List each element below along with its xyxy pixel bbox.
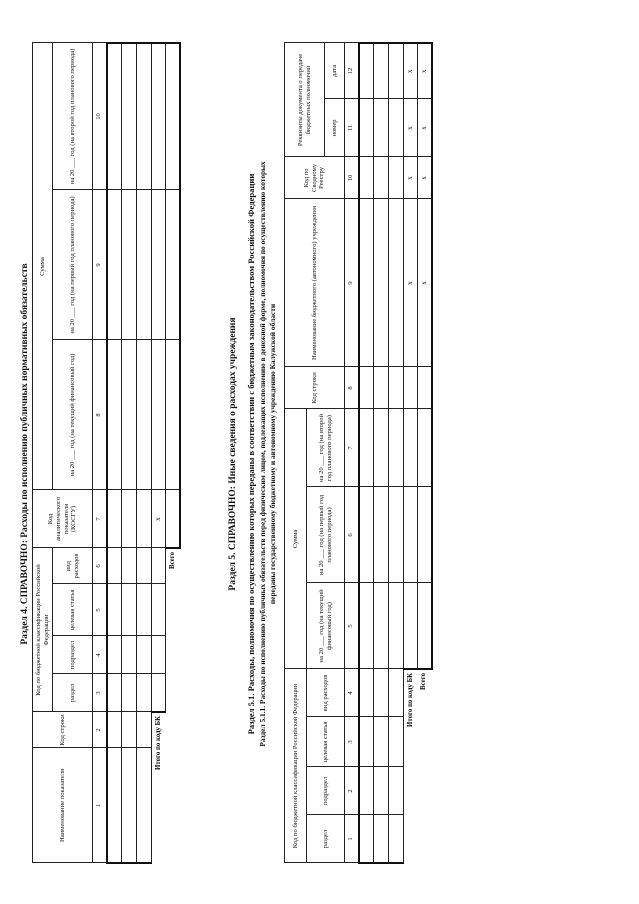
s5-x-mark: x <box>418 43 432 99</box>
s5-header-second-year: на 20 ___ год (на второй год планового периода) <box>307 409 345 487</box>
s4-header-expense-type: вид расходов <box>53 548 93 584</box>
s4-colnum: 3 <box>93 674 107 712</box>
section511-line2: переданы государственному бюджетному и автономному учреждению Калужской области <box>268 303 277 605</box>
s4-x-mark: x <box>152 490 166 548</box>
s5-header-sum: Сумма <box>285 409 307 669</box>
s5-total-by-bk-label: Итого по коду БК <box>406 672 414 727</box>
s5-total-row <box>418 43 432 863</box>
s5-header-target: целевая статья <box>307 717 345 767</box>
section5-title: Раздел 5. СПРАВОЧНО: Иные сведения о расходах учреждения <box>228 317 238 591</box>
s4-colnum: 2 <box>93 712 107 748</box>
section511-line1: Раздел 5.1.1. Расходы по исполнению публичных обязательств перед физическим лицом, подлежащих исполнению в денежной форме, полномочия по осуществлению которых <box>258 161 267 747</box>
s4-total-by-bk-row <box>152 43 166 863</box>
s5-data-row <box>389 43 404 863</box>
s5-colnum: 9 <box>345 199 359 367</box>
s5-colnum: 7 <box>345 409 359 487</box>
s4-colnum: 7 <box>93 490 107 548</box>
s4-header-razdel: раздел <box>53 674 93 712</box>
s5-total-by-bk-row <box>404 43 418 863</box>
s5-header-podrazdel: подраздел <box>307 767 345 815</box>
s5-x-mark: x <box>404 199 418 367</box>
s5-total-label: Всего <box>420 672 428 690</box>
s4-colnum: 8 <box>93 340 107 490</box>
s4-header-podrazdel: подраздел <box>53 636 93 674</box>
s5-colnum: 11 <box>345 99 359 157</box>
s5-x-mark: x <box>404 157 418 199</box>
s5-header-razdel: раздел <box>307 815 345 863</box>
s5-header-bk-code: Код по бюджетной классификации Российской Федерации <box>285 669 307 863</box>
s4-header-second-year: на 20 ___ год (на второй год планового периода) <box>53 43 93 190</box>
s4-header-current-year: на 20 ___ год (на текущий финансовый год) <box>53 340 93 490</box>
s5-colnum: 12 <box>345 43 359 99</box>
section4-title: Раздел 4. СПРАВОЧНО: Расходы по исполнению публичных нормативных обязательств <box>20 263 30 645</box>
s4-total-by-bk-label: Итого по коду БК <box>154 716 162 770</box>
s5-data-row <box>359 43 374 863</box>
s5-header-expense-type: вид расходов <box>307 669 345 717</box>
s5-header-number: номер <box>325 99 345 157</box>
s4-total-row <box>166 43 180 863</box>
s4-colnum: 5 <box>93 584 107 636</box>
s5-colnum: 2 <box>345 767 359 815</box>
s4-header-target: целевая статья <box>53 584 93 636</box>
s5-x-mark: x <box>418 99 432 157</box>
s4-data-row <box>122 43 137 863</box>
s5-header-line-code: Код строки <box>285 367 345 409</box>
s5-header-institution: Наименование бюджетного (автономного) учреждения <box>285 199 345 367</box>
s4-header-bk-code: Код по бюджетной классификации Российской Федерации <box>33 548 53 712</box>
s5-colnum: 4 <box>345 669 359 717</box>
s5-colnum: 6 <box>345 487 359 583</box>
s5-colnum: 10 <box>345 157 359 199</box>
section4-table <box>32 42 181 864</box>
s4-header-line-code: Код строки <box>33 712 93 748</box>
s5-header-registry-code: Код по Сводному Реестру <box>285 157 345 199</box>
s5-colnum: 1 <box>345 815 359 863</box>
s5-colnum: 3 <box>345 717 359 767</box>
s4-data-row <box>107 43 122 863</box>
s4-header-analytic-code: Код аналитического показателя (КОСГУ) <box>33 490 93 548</box>
section5-table <box>284 42 433 864</box>
s4-colnum: 4 <box>93 636 107 674</box>
s5-x-mark: x <box>404 43 418 99</box>
s4-colnum: 1 <box>93 748 107 863</box>
s4-colnum: 6 <box>93 548 107 584</box>
s5-colnum: 8 <box>345 367 359 409</box>
s5-x-mark: x <box>404 99 418 157</box>
s4-data-row <box>137 43 152 863</box>
s5-header-current-year: на 20 ___ год (на текущий финансовый год) <box>307 583 345 669</box>
s4-header-first-year: на 20 ___ год (на первый год планового периода) <box>53 190 93 340</box>
s4-colnum: 10 <box>93 43 107 190</box>
s4-header-sum: Сумма <box>33 43 53 490</box>
section51-subtitle: Раздел 5.1. Расходы, полномочия по осуществлению которых переданы в соответствии с бюджетным законодательством Российской Федерации <box>246 173 256 735</box>
s5-x-mark: x <box>418 157 432 199</box>
s5-colnum: 5 <box>345 583 359 669</box>
s4-colnum: 9 <box>93 190 107 340</box>
s4-total-label: Всего <box>168 551 176 569</box>
s5-header-date: дата <box>325 43 345 99</box>
s4-header-name: Наименование показателя <box>33 748 93 863</box>
s5-data-row <box>374 43 389 863</box>
s5-header-doc-details: Реквизиты документа о передаче бюджетных полномочий <box>285 43 325 157</box>
s5-x-mark: x <box>418 199 432 367</box>
s5-header-first-year: на 20 ___ год (на первый год планового периода) <box>307 487 345 583</box>
